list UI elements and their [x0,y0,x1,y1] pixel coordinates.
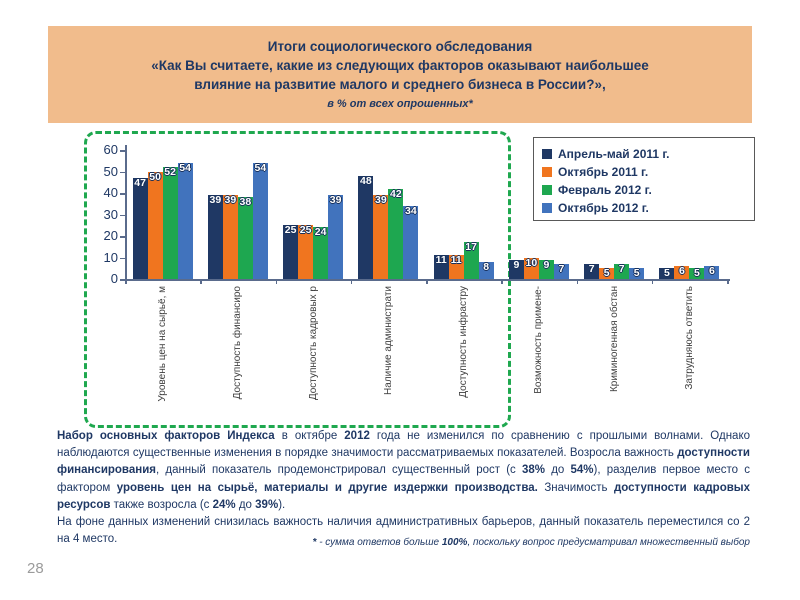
text-segment: * [312,537,320,548]
bar [434,255,449,279]
text-segment: также возросла (с [110,498,213,511]
bar-value-label: 39 [224,194,237,207]
bar-value-label: 38 [239,196,252,209]
bar [674,266,689,279]
text-segment: На фоне данных изменений снизилась важность наличия административных барьеров, данный показатель переместился со 2 на 4 место. [57,516,750,546]
x-axis-tick [577,279,579,284]
bar [208,195,223,279]
bar-value-label: 5 [603,267,610,280]
y-axis-label: 30 [103,206,118,222]
text-segment: года не изменился по сравнению с прошлыми волнами. Однако наблюдаются существенные изменения в порядке значимости рассматриваемых показателей. Возросла важность [57,430,750,460]
bar-value-label: 47 [134,176,146,189]
bar-value-label: 9 [543,258,550,271]
y-axis-tick [120,215,125,217]
x-category-label: Затрудняюсь ответить [683,286,695,390]
legend-label: Апрель-май 2011 г. [558,147,670,161]
y-axis-label: 50 [103,163,118,179]
bar [313,227,328,279]
x-axis-tick [727,279,729,284]
x-category-label: Доступность инфрастру [458,286,470,398]
text-segment: доступности кадровых ресурсов [57,481,751,511]
x-category-label-cell [426,286,501,422]
bar-value-label: 5 [633,267,640,280]
legend-label: Февраль 2012 г. [558,183,652,197]
bar-value-label: 10 [525,256,538,269]
bar [403,206,418,279]
text-segment: 100% [441,537,468,548]
y-axis-label: 20 [103,228,118,243]
bar [464,242,479,279]
bar-value-label: 6 [708,265,715,278]
x-category-label-cell [125,286,200,422]
x-axis-tick [351,279,353,284]
bar [524,258,539,280]
x-category-label: Наличие администрати [382,286,394,395]
bar-value-label: 17 [465,241,477,254]
bar [554,264,569,279]
text-segment: 38% [521,464,546,477]
y-axis-label: 60 [103,142,118,157]
x-category-label-cell [652,286,727,422]
paragraph-1 [57,428,750,514]
text-segment: до [545,464,571,477]
title-box [48,26,752,123]
bar-value-label: 39 [209,194,222,207]
bar [509,260,524,279]
bar-value-label: 11 [435,254,447,267]
legend-item [542,199,746,217]
bar [539,260,554,279]
bar [659,268,674,279]
bar [238,197,253,279]
bar [373,195,388,279]
text-segment: - сумма ответов больше [319,537,442,548]
text-segment: Значимость [537,481,614,494]
y-axis-line [125,145,127,279]
title-line-3: влияние на развитие малого и среднего бизнеса в России?», [194,77,606,92]
chart-legend [533,137,755,221]
text-segment: ). [278,498,286,511]
bar-value-label: 9 [513,258,520,271]
x-axis-tick [426,279,428,284]
bar [584,264,599,279]
text-segment: ), разделив первое место с фактором [57,464,750,494]
y-axis-tick [120,150,125,152]
bar [133,178,148,279]
bar [388,189,403,279]
bar-value-label: 54 [254,161,267,174]
body-text [57,428,750,548]
bar [328,195,343,279]
x-category-label: Доступность финансиро [232,286,244,400]
bar [178,163,193,279]
bar-value-label: 39 [329,194,342,207]
bar [449,255,464,279]
legend-item [542,181,746,199]
footnote [300,537,750,548]
bar-value-label: 5 [663,267,670,280]
title-line-2: «Как Вы считаете, какие из следующих факторов оказывают наибольшее [151,58,649,73]
y-axis-tick [120,236,125,238]
text-segment: до [235,498,256,511]
bar [689,268,704,279]
bar [253,163,268,279]
bar-value-label: 5 [693,267,700,280]
bar-value-label: 24 [314,226,327,239]
bar [223,195,238,279]
bar-value-label: 54 [179,161,191,174]
y-axis-label: 0 [110,271,118,286]
y-axis-label: 40 [103,185,118,200]
bar [599,268,614,279]
x-axis-tick [652,279,654,284]
page-number: 28 [27,560,44,577]
x-category-label-cell [351,286,426,422]
legend-label: Октябрь 2012 г. [558,201,649,215]
x-category-label-cell [577,286,652,422]
x-category-label: Доступность кадровых р [307,286,319,401]
x-axis-tick [276,279,278,284]
bar-value-label: 7 [618,262,625,275]
bar-value-label: 7 [588,262,595,275]
bar-value-label: 7 [558,262,565,275]
legend-swatch [542,185,552,195]
legend-swatch [542,203,552,213]
y-axis-label: 10 [103,249,118,265]
x-category-label: Уровень цен на сырьё, м [157,286,169,402]
legend-swatch [542,167,552,177]
text-segment: 54% [570,464,594,477]
x-category-label-cell [501,286,576,422]
bar-value-label: 50 [149,170,161,183]
title-line-1: Итоги социологического обследования [267,39,533,54]
legend-swatch [542,149,552,159]
bar [283,225,298,279]
x-axis-tick [125,279,127,284]
legend-item [542,163,746,181]
bar-value-label: 42 [390,187,402,200]
bar [614,264,629,279]
text-segment: в октябре [274,430,345,442]
bar [148,172,163,280]
bar-value-label: 48 [360,174,372,187]
text-segment: Набор основных факторов Индекса [57,430,275,442]
bar [629,268,644,279]
legend-item [542,145,746,163]
bar [163,167,178,279]
x-category-label: Криминогенная обстан [608,286,620,393]
bar [479,262,494,279]
bar-value-label: 11 [450,254,462,267]
y-axis-tick [120,258,125,260]
bar [358,176,373,279]
text-segment: доступности финансирования [57,447,750,477]
bar-value-label: 6 [678,265,685,278]
text-segment: , поскольку вопрос предусматривал множественный выбор [467,537,750,548]
bar-value-label: 25 [284,224,297,237]
x-axis-tick [501,279,503,284]
x-category-label-cell [276,286,351,422]
legend-label: Октябрь 2011 г. [558,165,649,179]
bar-value-label: 25 [299,224,312,237]
text-segment: 24% [212,498,236,511]
bar [704,266,719,279]
x-category-label: Возможность примене- [533,286,545,394]
text-segment: 39% [255,498,279,511]
bar-value-label: 52 [164,166,176,179]
bar-value-label: 8 [483,260,490,273]
text-segment: 2012 [344,430,370,442]
x-axis-tick [200,279,202,284]
bar [298,225,313,279]
bar-value-label: 34 [405,204,417,217]
text-segment: , данный показатель продемонстрировал существенный рост (с [155,464,522,477]
y-axis-tick [120,172,125,174]
x-category-label-cell [200,286,275,422]
legend-list [542,145,746,217]
text-segment: уровень цен на сырьё, материалы и другие издержки производства. [116,481,538,494]
bar-value-label: 39 [375,194,387,207]
title-subtitle: в % от всех опрошенных* [327,98,473,110]
y-axis-tick [120,193,125,195]
